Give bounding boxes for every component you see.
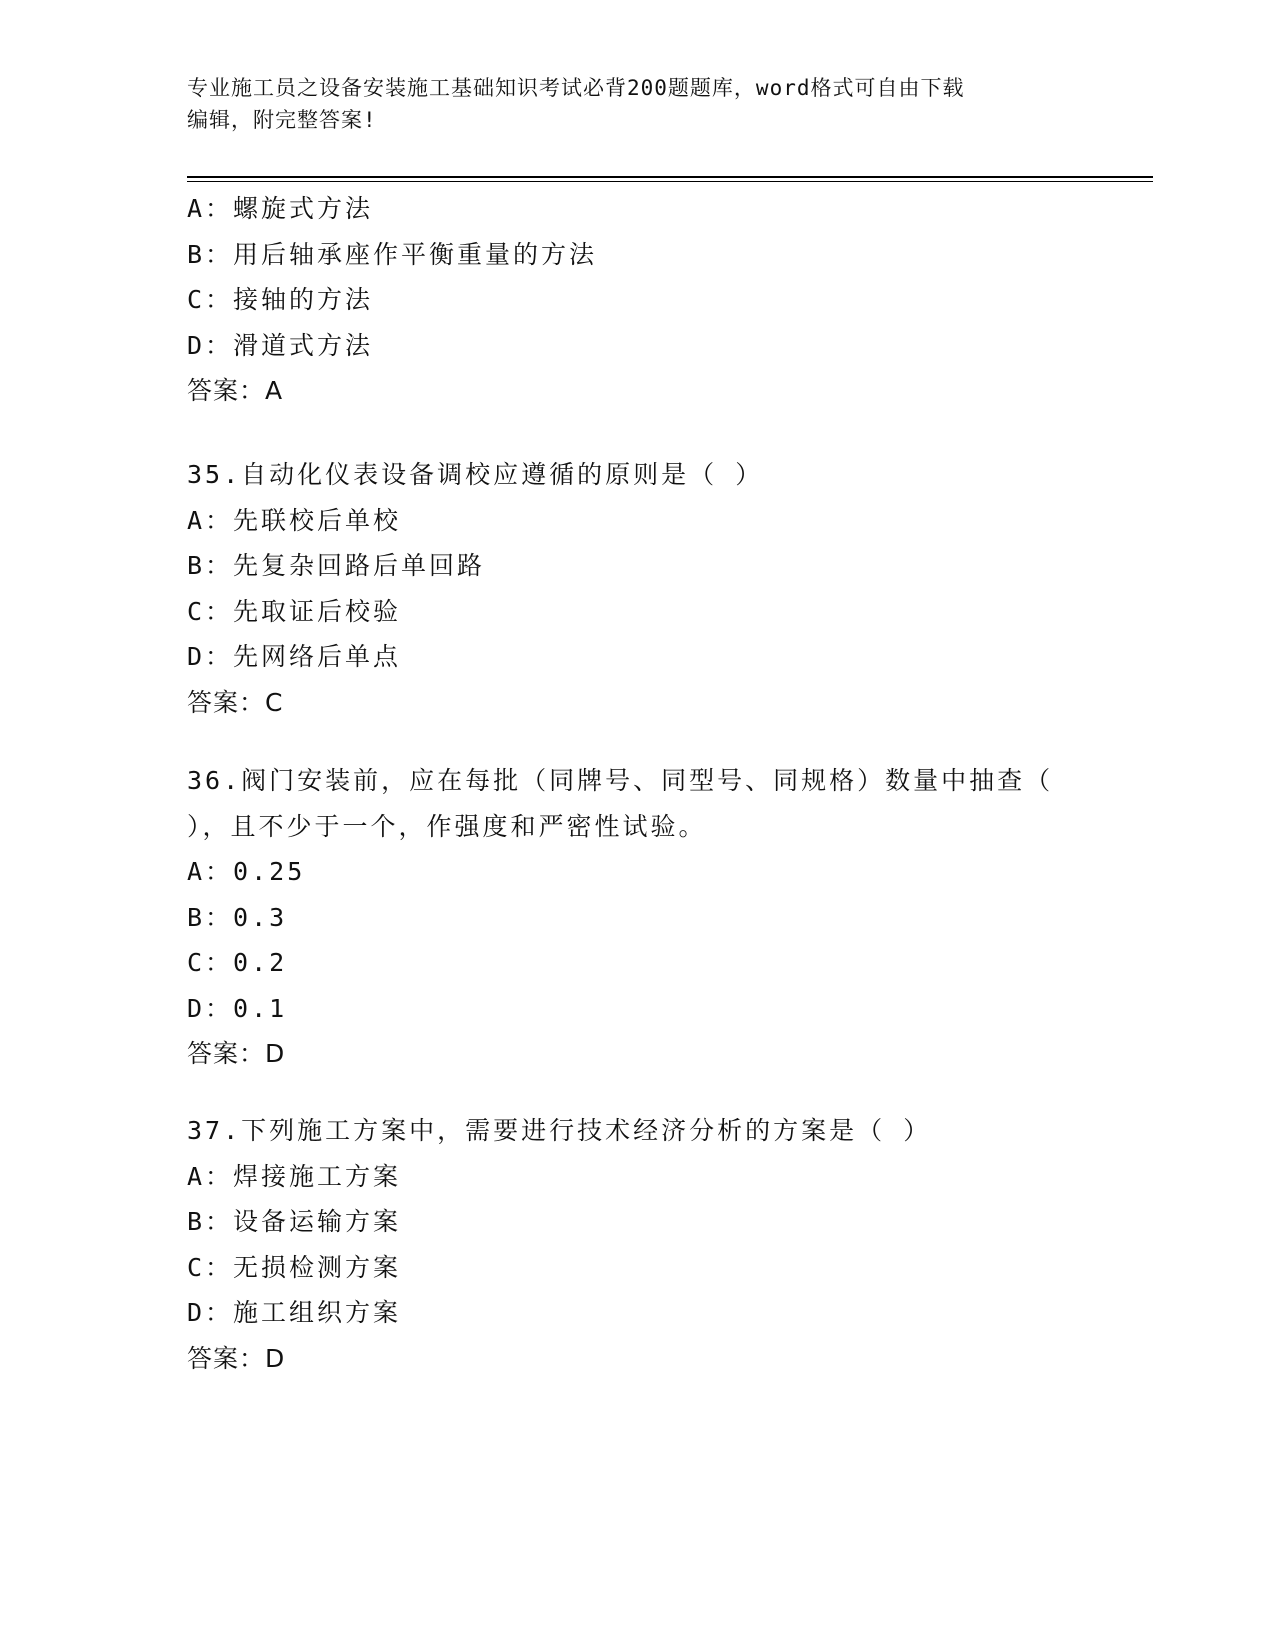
- option-b: B：设备运输方案: [187, 1207, 402, 1236]
- header-rule-thick: [187, 176, 1153, 178]
- option-b: B：0.3: [187, 902, 288, 932]
- document-header: [187, 72, 1067, 136]
- option-d: D：先网络后单点: [187, 642, 402, 671]
- option-a: A：焊接施工方案: [187, 1161, 402, 1191]
- question-35: [187, 452, 1087, 725]
- option-c: C：接轴的方法: [187, 285, 374, 314]
- question-34: [187, 186, 1087, 414]
- header-line-2: 编辑，附完整答案!: [187, 108, 377, 132]
- answer: 答案：A: [187, 376, 284, 405]
- option-c: C：0.2: [187, 948, 288, 977]
- option-b: B：先复杂回路后单回路: [187, 551, 486, 580]
- question-text-line-1: 36.阀门安装前，应在每批（同牌号、同型号、同规格）数量中抽查（: [187, 766, 1054, 795]
- question-text-line-2: ），且不少于一个，作强度和严密性试验。: [187, 811, 707, 841]
- option-d: D：0.1: [187, 993, 288, 1023]
- answer: 答案：D: [187, 1039, 286, 1068]
- question-37: [187, 1108, 1087, 1381]
- option-a: A：0.25: [187, 857, 306, 886]
- option-a: A：先联校后单校: [187, 505, 402, 535]
- question-text: 35.自动化仪表设备调校应遵循的原则是（ ）: [187, 460, 764, 489]
- header-rule-thin: [187, 181, 1153, 182]
- option-b: B：用后轴承座作平衡重量的方法: [187, 239, 598, 269]
- option-c: C：无损检测方案: [187, 1252, 402, 1282]
- question-36: [187, 758, 1087, 1077]
- answer: 答案：C: [187, 687, 284, 717]
- option-d: D：滑道式方法: [187, 330, 374, 360]
- question-text: 37.下列施工方案中，需要进行技术经济分析的方案是（ ）: [187, 1116, 932, 1145]
- option-c: C：先取证后校验: [187, 596, 402, 626]
- option-a: A：螺旋式方法: [187, 194, 374, 223]
- option-d: D：施工组织方案: [187, 1298, 402, 1327]
- header-line-1: 专业施工员之设备安装施工基础知识考试必背200题题库，word格式可自由下载: [187, 76, 965, 100]
- answer: 答案：D: [187, 1343, 286, 1373]
